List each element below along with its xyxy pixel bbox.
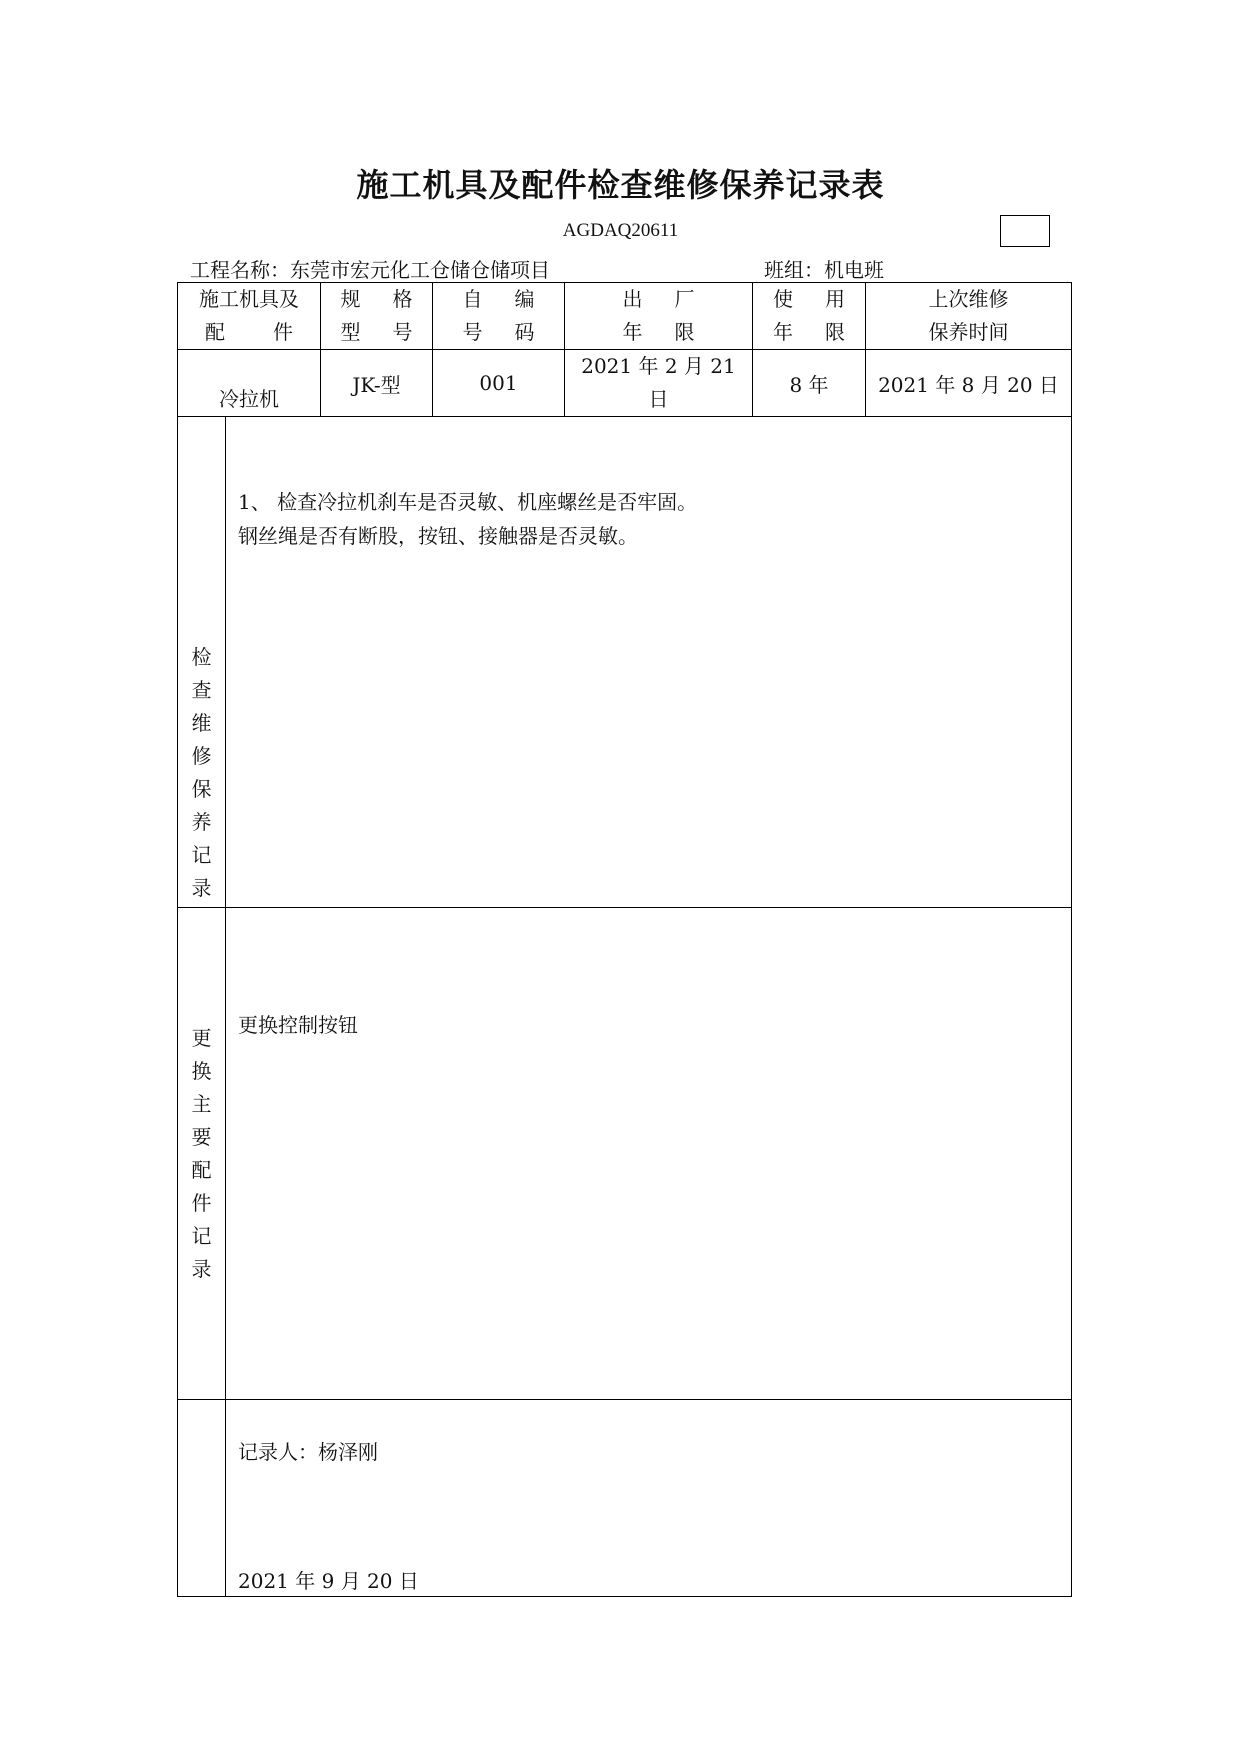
signature-label-cell — [178, 1399, 226, 1596]
project-field — [190, 254, 550, 283]
recorder: 记录人：杨泽刚 — [238, 1439, 378, 1464]
inspection-row — [178, 417, 1072, 908]
header-equipment-line1: 施工机具及 — [199, 287, 299, 312]
header-factory-year-line2: 年 限 — [622, 320, 695, 345]
replacement-row — [178, 908, 1072, 1399]
inspection-label: 检 查 维 修 保 养 记 录 — [178, 417, 226, 908]
service-years-value: 8 年 — [753, 350, 866, 417]
factory-date-value — [565, 350, 753, 417]
header-row — [178, 283, 1072, 350]
replacement-line: 更换控制按钮 — [238, 1013, 358, 1038]
inspection-line: 钢丝绳是否有断股，按钮、接触器是否灵敏。 — [238, 524, 638, 549]
header-service-years — [753, 283, 866, 350]
header-number — [433, 283, 565, 350]
signature-cell — [226, 1399, 1072, 1596]
team-name: 机电班 — [824, 258, 884, 282]
header-model-line1: 规 格 — [340, 287, 413, 312]
equipment-value: 冷拉机 — [178, 350, 321, 417]
header-number-line2: 号 码 — [462, 320, 535, 345]
signature-row — [178, 1399, 1072, 1596]
document-title: 施工机具及配件检查维修保养记录表 — [356, 166, 885, 204]
last-maintenance-value: 2021 年 8 月 20 日 — [866, 350, 1072, 417]
record-date: 2021 年 9 月 20 日 — [238, 1569, 419, 1593]
header-factory-year-line1: 出 厂 — [622, 287, 695, 312]
record-table — [177, 282, 1072, 1597]
team-label: 班组： — [764, 258, 824, 282]
factory-date-line2: 日 — [648, 387, 669, 412]
inspection-content — [226, 417, 1072, 908]
header-model — [321, 283, 433, 350]
header-factory-year — [565, 283, 753, 350]
header-service-years-line2: 年 限 — [773, 320, 845, 345]
header-model-line2: 型 号 — [340, 320, 413, 345]
header-equipment — [178, 283, 321, 350]
team-field — [764, 254, 884, 283]
header-number-line1: 自 编 — [462, 287, 535, 312]
record-row — [178, 350, 1072, 417]
model-value: JK-型 — [321, 350, 433, 417]
header-last-maintenance — [866, 283, 1072, 350]
header-last-maintenance-line2: 保养时间 — [928, 320, 1009, 345]
blank-number-box — [1000, 215, 1050, 247]
replacement-label: 更 换 主 要 配 件 记 录 — [178, 908, 226, 1399]
number-value: 001 — [433, 350, 565, 417]
factory-date-line1: 2021 年 2 月 21 — [581, 354, 736, 379]
header-service-years-line1: 使 用 — [773, 287, 845, 312]
header-last-maintenance-line1: 上次维修 — [928, 287, 1009, 312]
inspection-line: 1、 检查冷拉机刹车是否灵敏、机座螺丝是否牢固。 — [238, 490, 698, 515]
project-name: 东莞市宏元化工仓储仓储项目 — [290, 258, 550, 282]
project-label: 工程名称： — [190, 258, 290, 282]
header-equipment-line2: 配 件 — [205, 320, 293, 345]
form-code: AGDAQ20611 — [562, 220, 679, 241]
replacement-content — [226, 908, 1072, 1399]
